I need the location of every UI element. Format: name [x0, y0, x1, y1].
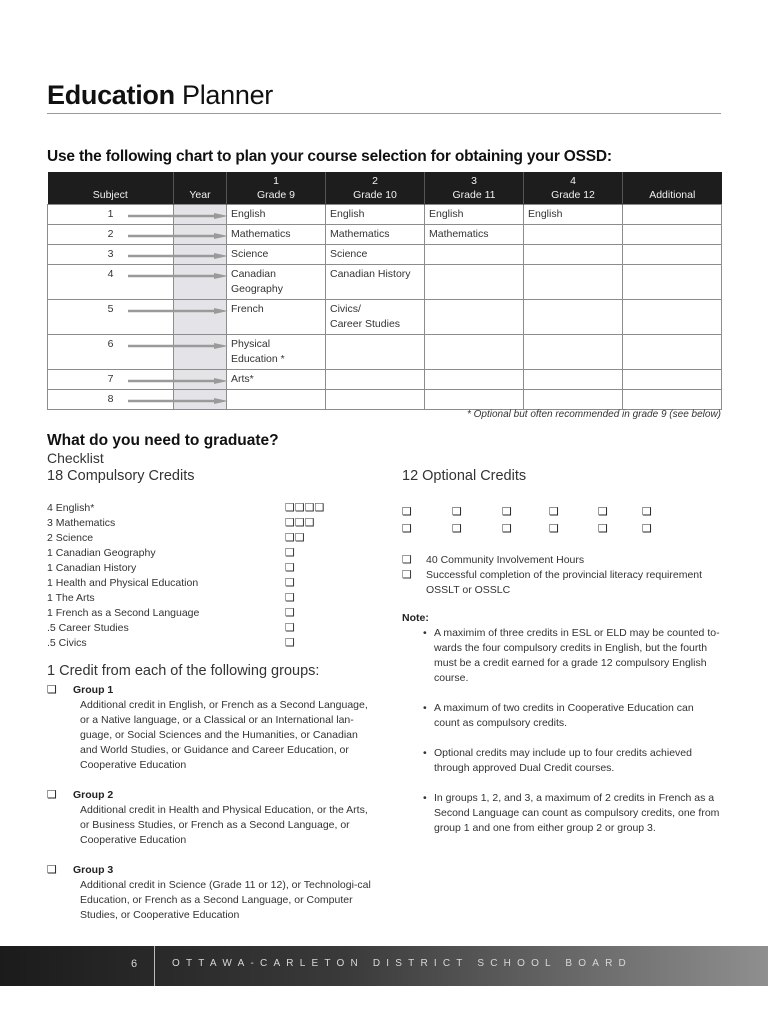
graduate-heading: What do you need to graduate?: [47, 432, 279, 449]
course-cell[interactable]: [524, 390, 623, 410]
checkbox-icon[interactable]: ❑: [47, 864, 57, 876]
note-title: Note:: [402, 612, 429, 624]
group-name: Group 3: [73, 864, 114, 876]
course-cell[interactable]: Civics/ Career Studies: [326, 300, 425, 335]
table-row: [48, 335, 722, 370]
table-header-row: [48, 172, 722, 205]
list-item: [402, 568, 722, 598]
list-item: [47, 501, 347, 516]
group-heading: [47, 863, 377, 878]
list-item: [47, 621, 347, 636]
column-header: 2 Grade 10: [326, 172, 425, 205]
table-footnote: * Optional but often recommended in grade 9 (see below): [466, 409, 721, 420]
course-cell[interactable]: [524, 300, 623, 335]
checkbox-icon[interactable]: ❑❑❑❑: [285, 502, 325, 514]
checkbox-icon[interactable]: ❑: [285, 607, 295, 619]
column-header: 4 Grade 12: [524, 172, 623, 205]
requirement-text: Successful completion of the provincial literacy requirement OSSLT or OSSLC: [426, 569, 703, 596]
course-cell[interactable]: [524, 245, 623, 265]
year-cell: [174, 245, 227, 265]
year-cell: [174, 300, 227, 335]
course-cell[interactable]: Mathematics: [227, 225, 326, 245]
course-cell[interactable]: [623, 225, 722, 245]
credit-label: 2 Science: [47, 532, 94, 544]
credit-label: 1 French as a Second Language: [47, 607, 200, 619]
groups-heading: 1 Credit from each of the following groups:: [47, 663, 320, 679]
checkbox-icon[interactable]: ❑: [502, 506, 512, 518]
course-cell[interactable]: [326, 390, 425, 410]
group-heading: [47, 683, 377, 698]
requirement-text: 40 Community Involvement Hours: [426, 554, 585, 566]
course-cell[interactable]: [623, 205, 722, 225]
list-item: [47, 531, 347, 546]
course-cell[interactable]: [623, 265, 722, 300]
credit-label: .5 Civics: [47, 637, 87, 649]
column-header: 3 Grade 11: [425, 172, 524, 205]
credit-label: 1 The Arts: [47, 592, 95, 604]
course-cell[interactable]: [623, 300, 722, 335]
course-cell[interactable]: [425, 370, 524, 390]
checkbox-icon[interactable]: ❑: [598, 523, 608, 535]
column-header: 1 Grade 9: [227, 172, 326, 205]
credit-label: 1 Health and Physical Education: [47, 577, 199, 589]
column-header: Year: [174, 172, 227, 205]
checkbox-icon[interactable]: ❑: [47, 684, 57, 696]
note-item: • Optional credits may include up to four credits achieved through approved Dual Credit courses.: [402, 746, 722, 776]
credit-label: 3 Mathematics: [47, 517, 116, 529]
checkbox-icon[interactable]: ❑: [285, 637, 295, 649]
checkbox-icon[interactable]: ❑: [549, 523, 559, 535]
checkbox-icon[interactable]: ❑: [285, 577, 295, 589]
course-cell[interactable]: [623, 390, 722, 410]
page-title: Education Planner: [47, 80, 273, 110]
note-item: • A maximum of two credits in Cooperative Education can count as compulsory credits.: [402, 701, 722, 731]
table-row: [48, 370, 722, 390]
page-number: 6: [131, 958, 138, 970]
checkbox-icon[interactable]: ❑❑❑: [285, 517, 315, 529]
subject-number: 4: [48, 265, 174, 300]
course-cell[interactable]: [623, 370, 722, 390]
list-item: [47, 591, 347, 606]
course-cell[interactable]: [623, 335, 722, 370]
list-item: [47, 516, 347, 531]
chart-instruction: Use the following chart to plan your course selection for obtaining your OSSD:: [47, 148, 612, 165]
group-description: Additional credit in Health and Physical Education, or the Arts, or Business Studies, or French as a Second Language, or Cooperative Education: [80, 804, 368, 846]
arrow-right-icon: [128, 233, 228, 238]
credit-label: .5 Career Studies: [47, 622, 129, 634]
list-item: [47, 636, 347, 651]
checkbox-icon[interactable]: ❑: [452, 506, 462, 518]
arrow-right-icon: [128, 343, 228, 348]
note-item: • In groups 1, 2, and 3, a maximum of 2 credits in French as a Second Language can count as compulsory credits, one from group 1 and one from either group 2 or group 3.: [402, 791, 722, 836]
notes-list: [402, 626, 722, 851]
year-cell: [174, 225, 227, 245]
checkbox-icon[interactable]: ❑: [642, 523, 652, 535]
checklist-label: Checklist: [47, 450, 104, 466]
table-row: [48, 300, 722, 335]
checkbox-icon[interactable]: ❑❑: [285, 532, 305, 544]
checkbox-icon[interactable]: ❑: [285, 547, 295, 559]
group-name: Group 1: [73, 684, 114, 696]
checkbox-icon[interactable]: ❑: [285, 562, 295, 574]
subject-number: 6: [48, 335, 174, 370]
course-cell[interactable]: [524, 225, 623, 245]
list-item: [47, 546, 347, 561]
credit-label: 1 Canadian Geography: [47, 547, 156, 559]
compulsory-credits-list: [47, 501, 347, 651]
course-cell[interactable]: Canadian History: [326, 265, 425, 300]
checkbox-icon[interactable]: ❑: [285, 622, 295, 634]
year-cell: [174, 265, 227, 300]
subject-number: 5: [48, 300, 174, 335]
course-cell[interactable]: [524, 370, 623, 390]
credit-groups: [47, 683, 377, 938]
year-cell: [174, 335, 227, 370]
course-cell[interactable]: Science: [227, 245, 326, 265]
list-item: [47, 606, 347, 621]
course-cell[interactable]: [425, 245, 524, 265]
column-header: Subject: [48, 172, 174, 205]
checkbox-icon[interactable]: ❑: [402, 523, 412, 535]
course-cell[interactable]: [227, 390, 326, 410]
credit-label: 4 English*: [47, 502, 95, 514]
course-cell[interactable]: [425, 335, 524, 370]
checkbox-icon[interactable]: ❑: [502, 523, 512, 535]
checkbox-icon[interactable]: ❑: [402, 554, 412, 566]
course-cell[interactable]: [425, 390, 524, 410]
arrow-right-icon: [128, 273, 228, 278]
course-cell[interactable]: English: [326, 205, 425, 225]
course-cell[interactable]: English: [524, 205, 623, 225]
arrow-right-icon: [128, 253, 228, 258]
course-cell[interactable]: [326, 335, 425, 370]
board-name: OTTAWA-CARLETON DISTRICT SCHOOL BOARD: [172, 958, 632, 969]
compulsory-credits-heading: 18 Compulsory Credits: [47, 468, 195, 484]
group-description: Additional credit in English, or French as a Second Language, or a Native language, or a Classical or an International lan-guage, or Social Sciences and the Humanities, or Canadian and World Studies, or Guidance and Career Education, or Cooperative Education: [80, 699, 368, 771]
note-item: • A maximim of three credits in ESL or ELD may be counted to-wards the four compulsory credits in English, but the fourth must be a credit earned for a grade 12 compulsory English course.: [402, 626, 722, 686]
optional-credits-heading: 12 Optional Credits: [402, 468, 527, 484]
course-cell[interactable]: English: [227, 205, 326, 225]
course-cell[interactable]: [326, 370, 425, 390]
checkbox-icon[interactable]: ❑: [642, 506, 652, 518]
group-heading: [47, 788, 377, 803]
course-cell[interactable]: Canadian Geography: [227, 265, 326, 300]
checkbox-icon[interactable]: ❑: [549, 506, 559, 518]
footer-divider: [154, 946, 155, 986]
list-item: [47, 561, 347, 576]
subject-number: 3: [48, 245, 174, 265]
subject-number: 8: [48, 390, 174, 410]
year-cell: [174, 205, 227, 225]
subject-number: 2: [48, 225, 174, 245]
credit-group: [47, 788, 377, 848]
checkbox-icon[interactable]: ❑: [402, 569, 412, 581]
course-cell[interactable]: Physical Education *: [227, 335, 326, 370]
table-row: [48, 265, 722, 300]
title-divider: [47, 113, 721, 114]
arrow-right-icon: [128, 213, 228, 218]
checkbox-icon[interactable]: ❑: [598, 506, 608, 518]
course-cell[interactable]: [623, 245, 722, 265]
subject-number: 7: [48, 370, 174, 390]
table-row: [48, 225, 722, 245]
course-cell[interactable]: [425, 300, 524, 335]
credit-label: 1 Canadian History: [47, 562, 137, 574]
credit-group: [47, 863, 377, 923]
checkbox-icon[interactable]: ❑: [47, 789, 57, 801]
list-item: [402, 553, 722, 568]
checkbox-icon[interactable]: ❑: [452, 523, 462, 535]
page-footer: [0, 946, 768, 986]
year-cell: [174, 370, 227, 390]
course-cell[interactable]: Mathematics: [425, 225, 524, 245]
arrow-right-icon: [128, 398, 228, 403]
course-cell[interactable]: French: [227, 300, 326, 335]
course-cell[interactable]: Science: [326, 245, 425, 265]
table-row: [48, 245, 722, 265]
checkbox-icon[interactable]: ❑: [402, 506, 412, 518]
arrow-right-icon: [128, 308, 228, 313]
additional-requirements: [402, 553, 722, 598]
credit-group: [47, 683, 377, 773]
checkbox-icon[interactable]: ❑: [285, 592, 295, 604]
course-cell[interactable]: English: [425, 205, 524, 225]
year-cell: [174, 390, 227, 410]
table-row: [48, 390, 722, 410]
course-cell[interactable]: Mathematics: [326, 225, 425, 245]
group-name: Group 2: [73, 789, 114, 801]
column-header: Additional: [623, 172, 722, 205]
group-description: Additional credit in Science (Grade 11 or 12), or Technologi-cal Education, or French as a Second Language, or Computer Studies, or Cooperative Education: [80, 879, 371, 921]
list-item: [47, 576, 347, 591]
table-row: [48, 205, 722, 225]
course-cell[interactable]: [425, 265, 524, 300]
course-planner-table: [47, 172, 722, 410]
course-cell[interactable]: [524, 335, 623, 370]
course-cell[interactable]: Arts*: [227, 370, 326, 390]
arrow-right-icon: [128, 378, 228, 383]
course-cell[interactable]: [524, 265, 623, 300]
subject-number: 1: [48, 205, 174, 225]
